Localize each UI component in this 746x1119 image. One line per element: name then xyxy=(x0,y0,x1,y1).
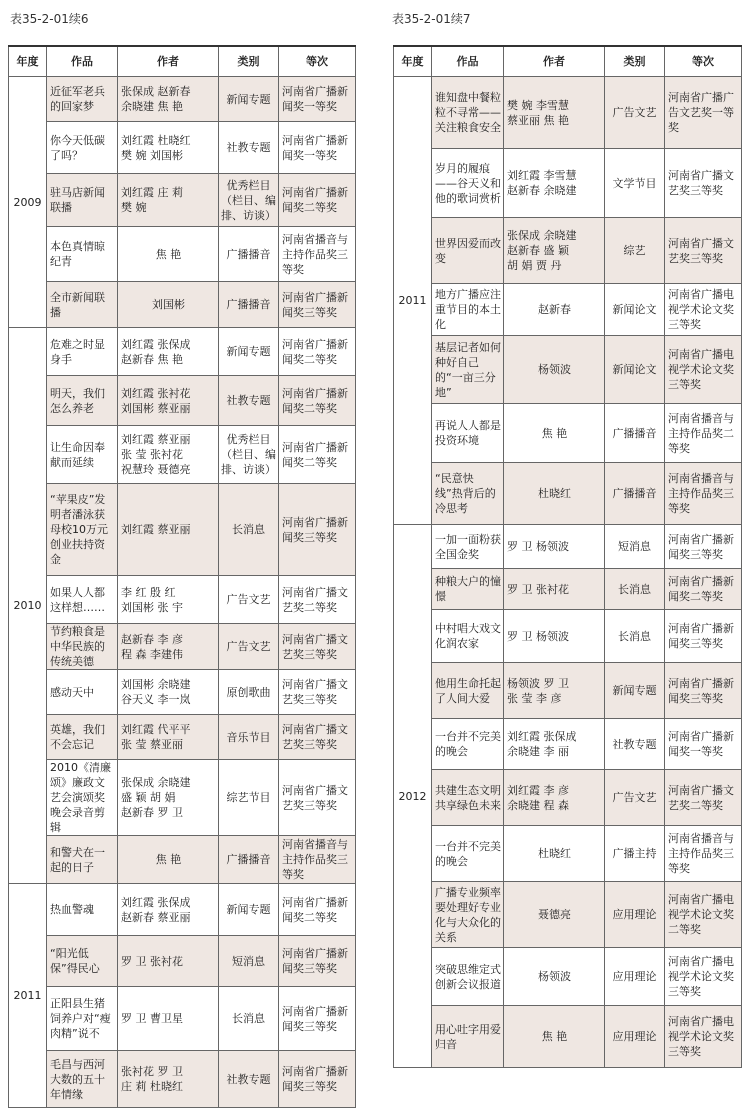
table-body-right xyxy=(394,77,742,1068)
year-cell: 2012 xyxy=(394,525,432,1068)
author-line: 李 红 殷 红 xyxy=(121,585,176,599)
table-row xyxy=(9,376,356,426)
award-cell: 河南省广播新闻奖三等奖 xyxy=(279,282,356,328)
table-row xyxy=(394,463,742,525)
table-row xyxy=(394,404,742,463)
author-cell xyxy=(504,336,605,404)
award-cell: 河南省广播文艺奖二等奖 xyxy=(279,576,356,624)
table-row xyxy=(394,770,742,826)
table-row xyxy=(394,882,742,948)
author-line: 赵新春 蔡亚丽 xyxy=(121,910,191,924)
category-cell: 应用理论 xyxy=(605,882,665,948)
table-row xyxy=(9,328,356,376)
work-cell: 他用生命托起了人间大爱 xyxy=(432,663,504,719)
author-cell xyxy=(118,760,219,836)
award-cell: 河南省广播电视学术论文奖二等奖 xyxy=(665,882,742,948)
author-line: 樊 婉 xyxy=(121,201,147,214)
category-cell: 文学节目 xyxy=(605,149,665,218)
author-line: 张衬花 罗 卫 xyxy=(121,1065,183,1078)
category-cell: 社教专题 xyxy=(219,1051,279,1108)
author-line: 刘红霞 张保成 xyxy=(121,895,191,909)
table-title-right: 表35-2-01续7 xyxy=(392,12,471,26)
table-row xyxy=(394,826,742,882)
table-row xyxy=(9,836,356,884)
author-line: 赵新春 焦 艳 xyxy=(121,352,183,366)
awards-table-left xyxy=(8,45,356,1108)
category-cell: 新闻专题 xyxy=(605,663,665,719)
header-author: 作者 xyxy=(504,46,605,77)
work-cell: 种粮大户的憧憬 xyxy=(432,569,504,610)
award-cell: 河南省播音与主持作品奖三等奖 xyxy=(665,463,742,525)
header-award: 等次 xyxy=(279,46,356,77)
author-cell xyxy=(118,1051,219,1108)
category-cell: 短消息 xyxy=(219,936,279,987)
award-cell: 河南省广播文艺奖三等奖 xyxy=(279,670,356,715)
work-cell: “民意快线”热背后的冷思考 xyxy=(432,463,504,525)
author-cell xyxy=(504,882,605,948)
category-cell: 短消息 xyxy=(605,525,665,569)
author-line: 刘国彬 余晓建 xyxy=(121,678,191,691)
category-cell: 广播主持 xyxy=(605,826,665,882)
author-line: 杜晓红 xyxy=(538,847,571,860)
work-cell: 2010《清廉颂》廉政文艺会演颂奖晚会录音剪辑 xyxy=(47,760,118,836)
award-cell: 河南省播音与主持作品奖三等奖 xyxy=(279,227,356,282)
work-cell: 驻马店新闻联播 xyxy=(47,174,118,227)
header-year: 年度 xyxy=(394,46,432,77)
work-cell: 地方广播应注重节目的本土化 xyxy=(432,284,504,336)
category-cell: 综艺节目 xyxy=(219,760,279,836)
header-category: 类别 xyxy=(605,46,665,77)
category-cell: 综艺 xyxy=(605,218,665,284)
table-row xyxy=(9,760,356,836)
author-cell xyxy=(118,836,219,884)
table-row xyxy=(394,77,742,149)
work-cell: 一台并不完美的晚会 xyxy=(432,719,504,770)
author-line: 刘红霞 蔡亚丽 xyxy=(121,523,191,536)
author-cell xyxy=(504,610,605,663)
category-cell: 社教专题 xyxy=(219,122,279,174)
year-cell: 2011 xyxy=(394,77,432,525)
awards-table-right xyxy=(393,45,742,1068)
work-cell: 让生命因奉献而延续 xyxy=(47,426,118,484)
author-line: 张 莹 李 彦 xyxy=(507,691,562,705)
author-cell xyxy=(118,884,219,936)
author-cell xyxy=(504,770,605,826)
author-line: 余晓建 焦 艳 xyxy=(121,100,183,113)
table-row xyxy=(9,670,356,715)
table-header-row xyxy=(394,46,742,77)
award-cell: 河南省广播新闻奖三等奖 xyxy=(279,1051,356,1108)
author-line: 焦 艳 xyxy=(155,853,182,866)
award-cell: 河南省广播新闻奖二等奖 xyxy=(279,174,356,227)
year-cell: 2009 xyxy=(9,77,47,328)
author-cell xyxy=(504,569,605,610)
author-line: 赵新春 李 彦 xyxy=(121,632,183,646)
table-header-row xyxy=(9,46,356,77)
category-cell: 应用理论 xyxy=(605,1006,665,1068)
author-line: 张 莹 蔡亚丽 xyxy=(121,738,183,751)
work-cell: 突破思维定式 创新会议报道 xyxy=(432,948,504,1006)
table-row xyxy=(394,663,742,719)
table-row xyxy=(9,282,356,328)
table-row xyxy=(9,715,356,760)
work-cell: 世界因爱而改变 xyxy=(432,218,504,284)
author-line: 余晓建 程 森 xyxy=(507,798,569,812)
award-cell: 河南省广播文艺奖三等奖 xyxy=(665,218,742,284)
award-cell: 河南省广播新闻奖二等奖 xyxy=(279,884,356,936)
table-row xyxy=(9,936,356,987)
author-line: 张保成 余晓建 xyxy=(507,229,577,242)
award-cell: 河南省广播广告文艺奖一等奖 xyxy=(665,77,742,149)
author-line: 赵新春 盛 颖 xyxy=(507,244,569,257)
table-title-left: 表35-2-01续6 xyxy=(10,12,89,26)
author-cell xyxy=(118,936,219,987)
category-cell: 社教专题 xyxy=(219,376,279,426)
category-cell: 社教专题 xyxy=(605,719,665,770)
author-line: 刘国彬 张 宇 xyxy=(121,600,183,614)
work-cell: 和警犬在一起的日子 xyxy=(47,836,118,884)
author-cell xyxy=(504,719,605,770)
work-cell: 明天，我们怎么养老 xyxy=(47,376,118,426)
table-row xyxy=(9,227,356,282)
category-cell: 长消息 xyxy=(219,987,279,1051)
year-cell: 2010 xyxy=(9,328,47,884)
award-cell: 河南省广播新闻奖三等奖 xyxy=(279,936,356,987)
author-line: 张 莹 张衬花 xyxy=(121,448,183,461)
author-line: 张保成 余晓建 xyxy=(121,776,191,789)
award-cell: 河南省广播文艺奖三等奖 xyxy=(665,149,742,218)
award-cell: 河南省广播新闻奖三等奖 xyxy=(279,987,356,1051)
author-line: 蔡亚丽 焦 艳 xyxy=(507,113,569,127)
author-cell xyxy=(504,77,605,149)
author-line: 程 森 李建伟 xyxy=(121,647,183,661)
work-cell: 英雄，我们不会忘记 xyxy=(47,715,118,760)
author-line: 焦 艳 xyxy=(155,247,182,261)
author-line: 余晓建 李 丽 xyxy=(507,745,569,758)
author-cell xyxy=(118,376,219,426)
category-cell: 原创歌曲 xyxy=(219,670,279,715)
work-cell: 毛昌与西河大数的五十年情缘 xyxy=(47,1051,118,1108)
table-row xyxy=(394,1006,742,1068)
author-cell xyxy=(118,328,219,376)
table-row xyxy=(394,525,742,569)
author-line: 刘红霞 杜晓红 xyxy=(121,133,191,147)
author-line: 刘国彬 蔡亚丽 xyxy=(121,401,191,415)
author-line: 赵新春 余晓建 xyxy=(507,184,577,197)
author-cell xyxy=(504,218,605,284)
author-line: 焦 艳 xyxy=(541,426,568,440)
author-cell xyxy=(118,624,219,670)
year-cell: 2011 xyxy=(9,884,47,1108)
award-cell: 河南省播音与主持作品奖三等奖 xyxy=(279,836,356,884)
table-row xyxy=(394,610,742,663)
author-cell xyxy=(504,284,605,336)
author-cell xyxy=(118,227,219,282)
header-work: 作品 xyxy=(432,46,504,77)
author-line: 刘红霞 蔡亚丽 xyxy=(121,433,191,446)
author-cell xyxy=(504,149,605,218)
award-cell: 河南省广播新闻奖三等奖 xyxy=(279,484,356,576)
table-row xyxy=(9,624,356,670)
author-cell xyxy=(118,987,219,1051)
table-row xyxy=(9,1051,356,1108)
category-cell: 新闻专题 xyxy=(219,77,279,122)
author-line: 赵新春 罗 卫 xyxy=(121,806,183,819)
table-row xyxy=(9,884,356,936)
work-cell: 近征军老兵的回家梦 xyxy=(47,77,118,122)
award-cell: 河南省播音与主持作品奖三等奖 xyxy=(665,826,742,882)
work-cell: 中村唱大戏文化润农家 xyxy=(432,610,504,663)
author-cell xyxy=(118,576,219,624)
author-line: 祝慧玲 聂德亮 xyxy=(121,463,191,476)
category-cell: 应用理论 xyxy=(605,948,665,1006)
author-line: 杜晓红 xyxy=(538,487,571,500)
work-cell: 用心吐字用爱归音 xyxy=(432,1006,504,1068)
author-line: 刘红霞 张保成 xyxy=(121,337,191,351)
author-line: 樊 婉 李雪慧 xyxy=(507,98,569,112)
award-cell: 河南省广播电视学术论文奖三等奖 xyxy=(665,948,742,1006)
category-cell: 优秀栏目（栏目、编排、访谈） xyxy=(219,426,279,484)
work-cell: “苹果皮”发明者潘泳获母校10万元创业扶持资金 xyxy=(47,484,118,576)
work-cell: 节约粮食是中华民族的传统美德 xyxy=(47,624,118,670)
award-cell: 河南省广播新闻奖二等奖 xyxy=(279,376,356,426)
author-cell xyxy=(118,426,219,484)
category-cell: 长消息 xyxy=(605,569,665,610)
category-cell: 音乐节目 xyxy=(219,715,279,760)
table-row xyxy=(9,987,356,1051)
author-cell xyxy=(504,404,605,463)
table-row xyxy=(9,174,356,227)
header-author: 作者 xyxy=(118,46,219,77)
author-cell xyxy=(118,715,219,760)
author-line: 刘红霞 李雪慧 xyxy=(507,169,577,182)
category-cell: 广播播音 xyxy=(219,836,279,884)
category-cell: 广播播音 xyxy=(219,227,279,282)
author-cell xyxy=(504,1006,605,1068)
award-cell: 河南省广播文艺奖二等奖 xyxy=(665,770,742,826)
table-row xyxy=(394,569,742,610)
table-row xyxy=(394,948,742,1006)
work-cell: 感动天中 xyxy=(47,670,118,715)
work-cell: “阳光低保”得民心 xyxy=(47,936,118,987)
author-cell xyxy=(504,525,605,569)
table-row xyxy=(9,122,356,174)
award-cell: 河南省广播电视学术论文奖三等奖 xyxy=(665,336,742,404)
table-row xyxy=(9,484,356,576)
table-row xyxy=(9,576,356,624)
award-cell: 河南省广播文艺奖三等奖 xyxy=(279,760,356,836)
category-cell: 新闻论文 xyxy=(605,284,665,336)
award-cell: 河南省广播新闻奖一等奖 xyxy=(665,719,742,770)
author-line: 杨领波 罗 卫 xyxy=(507,676,569,690)
header-work: 作品 xyxy=(47,46,118,77)
award-cell: 河南省广播新闻奖三等奖 xyxy=(665,610,742,663)
award-cell: 河南省广播文艺奖三等奖 xyxy=(279,624,356,670)
header-category: 类别 xyxy=(219,46,279,77)
work-cell: 如果人人都这样想…… xyxy=(47,576,118,624)
table-row xyxy=(9,426,356,484)
author-line: 杨领波 xyxy=(538,363,571,376)
work-cell: 你今天低碳了吗？ xyxy=(47,122,118,174)
work-cell: 全市新闻联播 xyxy=(47,282,118,328)
author-line: 刘红霞 张衬花 xyxy=(121,386,191,400)
author-line: 张保成 赵新春 xyxy=(121,85,191,98)
table-row xyxy=(394,719,742,770)
author-line: 罗 卫 杨领波 xyxy=(507,629,569,643)
award-cell: 河南省广播新闻奖二等奖 xyxy=(665,569,742,610)
author-cell xyxy=(118,77,219,122)
author-cell xyxy=(504,826,605,882)
work-cell: 基层记者如何种好自己的“一亩三分地” xyxy=(432,336,504,404)
category-cell: 广告文艺 xyxy=(605,770,665,826)
category-cell: 新闻专题 xyxy=(219,884,279,936)
table-row xyxy=(394,218,742,284)
header-award: 等次 xyxy=(665,46,742,77)
author-line: 刘国彬 xyxy=(152,298,185,311)
author-cell xyxy=(504,463,605,525)
author-line: 罗 卫 张衬花 xyxy=(121,954,183,968)
author-line: 庄 莉 杜晓红 xyxy=(121,1080,183,1093)
award-cell: 河南省广播电视学术论文奖三等奖 xyxy=(665,1006,742,1068)
award-cell: 河南省广播电视学术论文奖三等奖 xyxy=(665,284,742,336)
category-cell: 广播播音 xyxy=(605,463,665,525)
award-cell: 河南省播音与主持作品奖二等奖 xyxy=(665,404,742,463)
author-line: 胡 娟 贾 丹 xyxy=(507,259,562,272)
work-cell: 岁月的履痕——谷天义和他的歌词赏析 xyxy=(432,149,504,218)
category-cell: 广播播音 xyxy=(605,404,665,463)
award-cell: 河南省广播新闻奖一等奖 xyxy=(279,122,356,174)
category-cell: 广告文艺 xyxy=(605,77,665,149)
table-row xyxy=(9,77,356,122)
author-line: 谷天义 李一岚 xyxy=(121,693,191,706)
category-cell: 广告文艺 xyxy=(219,624,279,670)
author-cell xyxy=(504,663,605,719)
author-cell xyxy=(118,122,219,174)
table-row xyxy=(394,284,742,336)
author-line: 聂德亮 xyxy=(538,908,571,921)
author-line: 罗 卫 曹卫星 xyxy=(121,1012,183,1025)
award-cell: 河南省广播新闻奖三等奖 xyxy=(665,525,742,569)
author-line: 杨领波 xyxy=(538,970,571,983)
category-cell: 新闻专题 xyxy=(219,328,279,376)
author-cell xyxy=(118,670,219,715)
category-cell: 广播播音 xyxy=(219,282,279,328)
author-line: 焦 艳 xyxy=(541,1030,568,1043)
author-line: 罗 卫 张衬花 xyxy=(507,582,569,596)
work-cell: 广播专业频率要处理好专业化与大众化的关系 xyxy=(432,882,504,948)
work-cell: 正阳县生猪饲养户对“瘦肉精”说不 xyxy=(47,987,118,1051)
award-cell: 河南省广播新闻奖一等奖 xyxy=(279,77,356,122)
category-cell: 广告文艺 xyxy=(219,576,279,624)
work-cell: 一台并不完美的晚会 xyxy=(432,826,504,882)
author-cell xyxy=(118,282,219,328)
author-cell xyxy=(118,174,219,227)
work-cell: 本色真情晾纪青 xyxy=(47,227,118,282)
author-line: 樊 婉 刘国彬 xyxy=(121,148,183,162)
work-cell: 再说人人都是投资环境 xyxy=(432,404,504,463)
author-cell xyxy=(118,484,219,576)
table-row xyxy=(394,149,742,218)
author-line: 盛 颖 胡 娟 xyxy=(121,791,176,804)
work-cell: 热血警魂 xyxy=(47,884,118,936)
category-cell: 长消息 xyxy=(605,610,665,663)
award-cell: 河南省广播新闻奖二等奖 xyxy=(279,426,356,484)
award-cell: 河南省广播新闻奖二等奖 xyxy=(279,328,356,376)
work-cell: 危难之时显身手 xyxy=(47,328,118,376)
author-line: 刘红霞 庄 莉 xyxy=(121,186,183,199)
category-cell: 新闻论文 xyxy=(605,336,665,404)
table-body-left xyxy=(9,77,356,1108)
author-line: 赵新春 xyxy=(538,303,571,316)
author-line: 刘红霞 张保成 xyxy=(507,730,577,743)
author-cell xyxy=(504,948,605,1006)
award-cell: 河南省广播新闻奖三等奖 xyxy=(665,663,742,719)
category-cell: 优秀栏目（栏目、编排、访谈） xyxy=(219,174,279,227)
author-line: 刘红霞 代平平 xyxy=(121,723,191,736)
award-cell: 河南省广播文艺奖三等奖 xyxy=(279,715,356,760)
header-year: 年度 xyxy=(9,46,47,77)
work-cell: 一加一面粉获全国金奖 xyxy=(432,525,504,569)
work-cell: 谁知盘中餐粒粒不寻常——关注粮食安全 xyxy=(432,77,504,149)
author-line: 罗 卫 杨领波 xyxy=(507,540,569,553)
work-cell: 共建生态文明 共享绿色未来 xyxy=(432,770,504,826)
table-row xyxy=(394,336,742,404)
category-cell: 长消息 xyxy=(219,484,279,576)
author-line: 刘红霞 李 彦 xyxy=(507,783,569,797)
